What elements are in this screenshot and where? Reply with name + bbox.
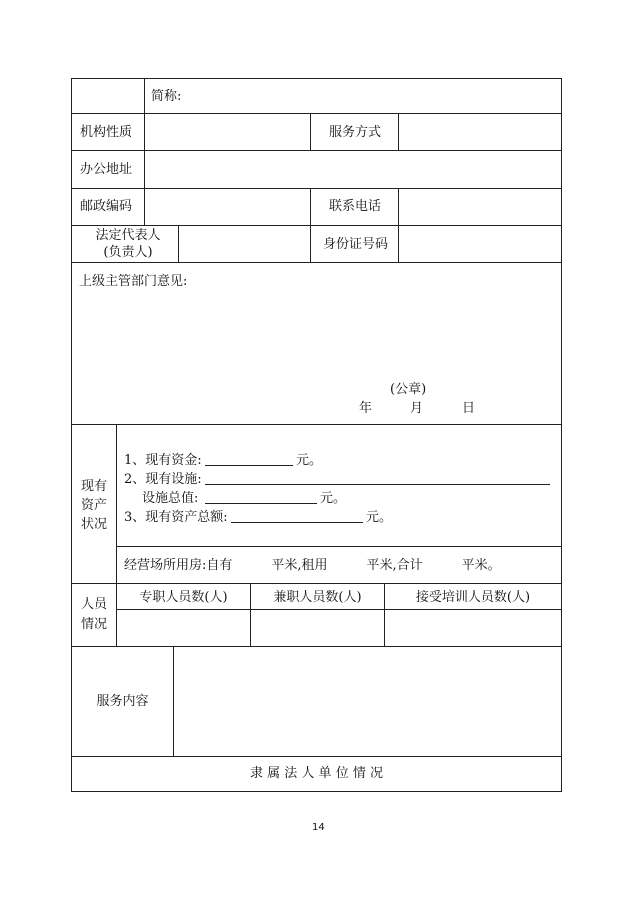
facilities-blank[interactable] xyxy=(205,484,550,485)
col-divider xyxy=(398,113,399,151)
affiliated-label: 隶 属 法 人 单 位 情 况 xyxy=(250,766,383,781)
postal-code-label: 邮政编码 xyxy=(80,199,133,214)
staff-label-line2: 情况 xyxy=(80,617,107,632)
col-divider xyxy=(178,225,179,263)
short-name-label: 简称: xyxy=(151,89,182,104)
facilities-value-label: 设施总值: xyxy=(142,491,199,506)
seal-label: (公章) xyxy=(390,382,427,397)
office-address-label: 办公地址 xyxy=(80,162,133,177)
legal-rep-label: 法定代表人 xyxy=(95,228,161,243)
trained-label: 接受培训人员数(人) xyxy=(415,590,531,605)
row-divider xyxy=(71,756,562,757)
row-divider xyxy=(116,609,562,610)
row-divider xyxy=(71,583,562,584)
row-divider xyxy=(71,646,562,647)
col-divider xyxy=(144,78,145,114)
assets-label-line3: 状况 xyxy=(80,517,107,532)
org-nature-label: 机构性质 xyxy=(80,125,133,140)
row-divider xyxy=(116,546,562,547)
id-number-label: 身份证号码 xyxy=(323,237,389,252)
col-divider xyxy=(144,113,145,151)
year-label: 年 xyxy=(359,401,373,416)
col-divider xyxy=(310,113,311,151)
col-divider xyxy=(398,188,399,263)
table-border-left xyxy=(71,78,72,792)
contact-phone-label: 联系电话 xyxy=(329,199,382,214)
assets-label-line2: 资产 xyxy=(80,498,107,513)
service-mode-label: 服务方式 xyxy=(329,125,382,140)
superior-opinion-label: 上级主管部门意见: xyxy=(79,274,188,289)
funds-blank[interactable] xyxy=(205,465,293,466)
total-assets-label: 3、现有资产总额: xyxy=(124,510,228,525)
fulltime-label: 专职人员数(人) xyxy=(139,590,228,605)
row-divider xyxy=(71,424,562,425)
day-label: 日 xyxy=(462,401,476,416)
legal-rep-label-sub: (负责人) xyxy=(103,245,153,260)
funds-unit: 元。 xyxy=(296,453,323,468)
table-border-bottom xyxy=(71,791,562,792)
col-divider xyxy=(310,188,311,263)
premises-text: 经营场所用房:自有 平米,租用 平米,合计 平米。 xyxy=(124,558,501,573)
total-assets-unit: 元。 xyxy=(366,510,393,525)
service-content-label: 服务内容 xyxy=(96,694,149,709)
parttime-label: 兼职人员数(人) xyxy=(273,590,362,605)
table-border-right xyxy=(561,78,562,792)
col-divider xyxy=(173,646,174,757)
month-label: 月 xyxy=(410,401,424,416)
row-divider xyxy=(71,262,562,263)
facilities-value-blank[interactable] xyxy=(205,503,317,504)
facilities-value-unit: 元。 xyxy=(320,491,347,506)
total-assets-blank[interactable] xyxy=(231,522,363,523)
col-divider xyxy=(144,150,145,189)
staff-label-line1: 人员 xyxy=(80,597,107,612)
funds-label: 1、现有资金: xyxy=(124,453,202,468)
assets-label-line1: 现有 xyxy=(80,479,107,494)
col-divider xyxy=(116,424,117,647)
page-number: 14 xyxy=(312,822,325,833)
col-divider xyxy=(144,188,145,226)
facilities-label: 2、现有设施: xyxy=(124,472,202,487)
